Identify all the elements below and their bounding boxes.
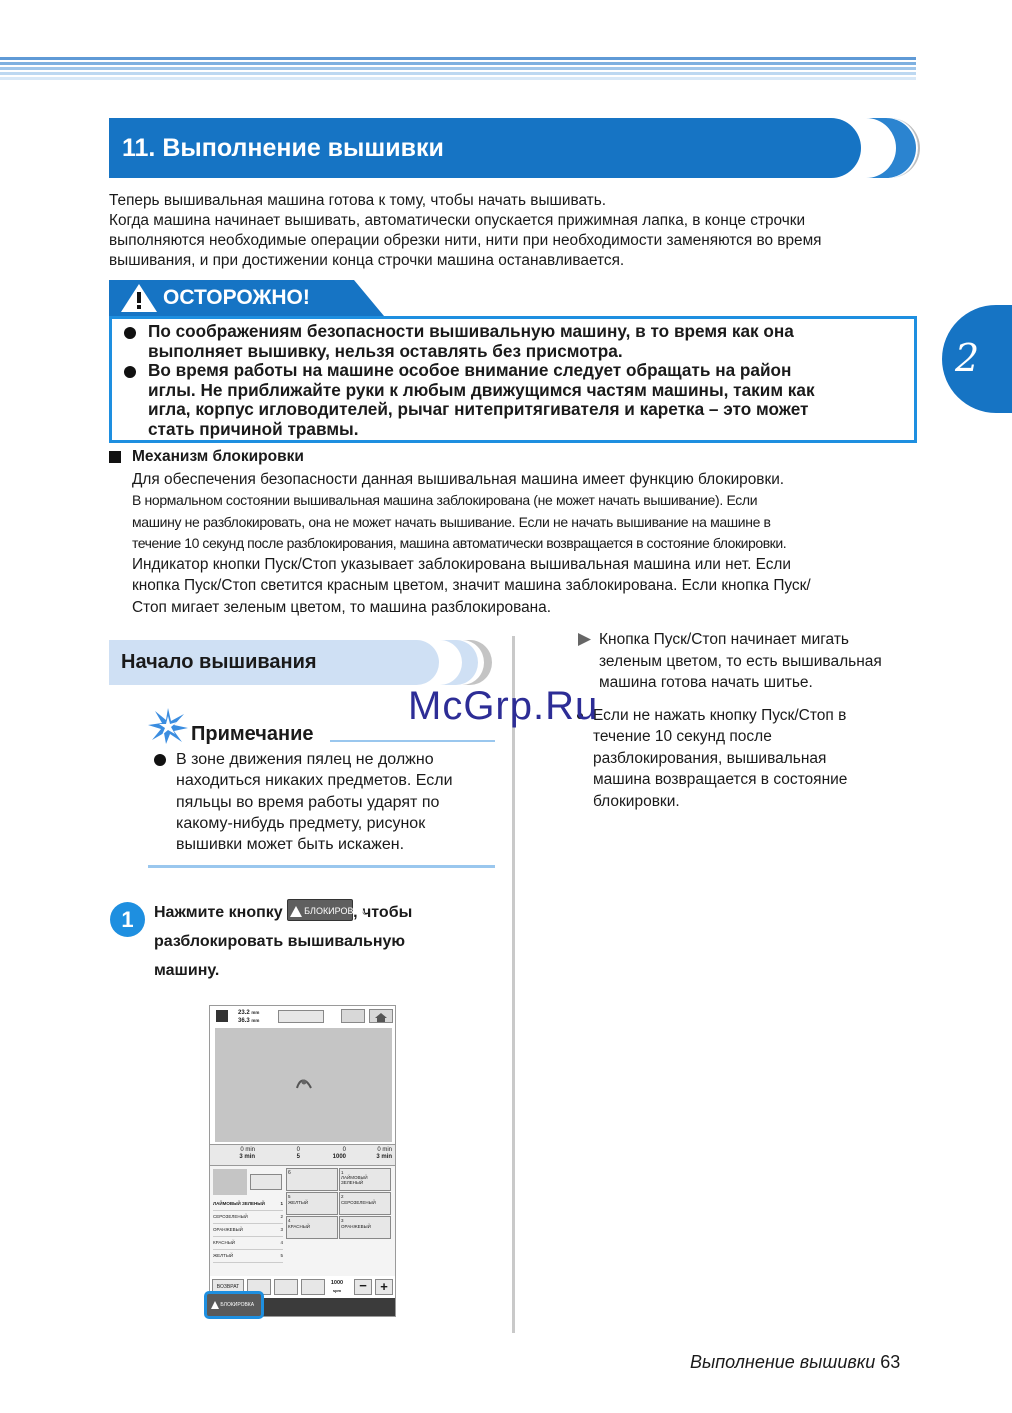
return-button[interactable]: ВОЗВРАТ xyxy=(212,1279,244,1295)
caution-line: По соображениям безопасности вышивальную машину, в то время как она xyxy=(148,321,794,341)
layout-button[interactable] xyxy=(278,1010,324,1023)
lock-line: В нормальном состоянии вышивальная машина заблокирована (не может начать вышивание). Если xyxy=(132,492,758,509)
lock-line: кнопка Пуск/Стоп светится красным цветом, значит машина заблокирована. Если кнопка Пуск/ xyxy=(132,577,811,595)
note-line: вышивки может быть искажен. xyxy=(176,836,405,854)
note-title: Примечание xyxy=(191,723,314,745)
caution-line: игла, корпус игловодителей, рычаг нитепритягивателя и каретка – это может xyxy=(148,399,809,419)
arrow-note xyxy=(599,629,882,694)
intro-line: выполняются необходимые операции обрезки нити, нити при необходимости заменяются во время xyxy=(109,232,822,249)
intro-line: Теперь вышивальная машина готова к тому, чтобы начать вышивать. xyxy=(109,192,607,209)
lock-line: машину не разблокировать, она не может начать вышивание. Если не начать вышивание на машине в xyxy=(132,513,771,530)
needle-cell[interactable]: 5 ЖЕЛТЫЙ xyxy=(286,1192,338,1215)
home-icon xyxy=(370,1011,392,1023)
note-line: пяльцы во время работы ударят по xyxy=(176,793,440,811)
home-button[interactable] xyxy=(369,1009,393,1023)
bullet-note-line: течение 10 секунд после xyxy=(593,728,772,746)
note-divider xyxy=(330,740,495,742)
bullet-note-line: разблокирования, вышивальная xyxy=(593,749,827,767)
thread-list xyxy=(213,1198,283,1263)
thread-sort-button[interactable] xyxy=(250,1174,282,1190)
speed-plus-button[interactable]: + xyxy=(375,1279,393,1295)
chapter-number: 2 xyxy=(955,336,980,380)
intro-line: вышивания, и при достижении конца строчки машина останавливается. xyxy=(109,252,625,269)
thread-list-item[interactable]: КРАСНЫЙ 4 xyxy=(213,1237,283,1250)
title-bar-tail-decoration xyxy=(862,118,918,178)
bullet-note-line: блокировки. xyxy=(593,792,680,810)
caution-line: стать причиной травмы. xyxy=(148,418,359,439)
design-thumbnail-icon xyxy=(294,1076,314,1092)
bullet-icon xyxy=(124,327,136,339)
warning-icon xyxy=(211,1301,219,1309)
lock-line: течение 10 секунд после разблокирования, машина автоматически возвращается в состояние блокировки. xyxy=(132,534,787,551)
tension-button[interactable] xyxy=(301,1279,325,1295)
mode-button[interactable] xyxy=(341,1009,365,1023)
machine-screen xyxy=(209,1005,396,1317)
lock-button[interactable]: БЛОКИРОВКА xyxy=(204,1291,264,1319)
note-line: находиться никаких предметов. Если xyxy=(176,772,453,790)
lock-button-label: БЛОКИРОВКА xyxy=(304,905,365,916)
thread-list-item[interactable]: ЖЕЛТЫЙ 5 xyxy=(213,1250,283,1263)
warning-icon xyxy=(290,906,302,917)
needle-cell[interactable]: 3 ОРАНЖЕВЫЙ xyxy=(339,1216,391,1239)
caution-line: выполняет вышивку, нельзя оставлять без присмотра. xyxy=(148,340,623,361)
step-line: разблокировать вышивальную xyxy=(154,933,406,950)
step-line: машину. xyxy=(154,962,220,979)
step-text-after: , чтобы xyxy=(353,904,413,921)
embroidery-preview xyxy=(215,1028,392,1142)
thread-list-item[interactable]: ОРАНЖЕВЫЙ 3 xyxy=(213,1224,283,1237)
lock-text xyxy=(132,469,932,618)
bullet-note-line: машина возвращается в состояние xyxy=(593,771,848,789)
header-stripes xyxy=(0,57,916,85)
arrow-note-line: машина готова начать шитье. xyxy=(599,674,813,692)
size-icon xyxy=(216,1010,228,1022)
step-text-before: Нажмите кнопку xyxy=(154,904,283,921)
lock-line: Для обеспечения безопасности данная вышивальная машина имеет функцию блокировки. xyxy=(132,471,785,488)
bullet-icon xyxy=(154,754,166,766)
lock-heading: Механизм блокировки xyxy=(132,448,304,465)
note-text xyxy=(176,749,453,855)
speed-minus-button[interactable]: − xyxy=(354,1279,372,1295)
lock-line: Индикатор кнопки Пуск/Стоп указывает заблокирована вышивальная машина или нет. Если xyxy=(132,556,791,574)
trim-button[interactable] xyxy=(274,1279,298,1295)
step-text xyxy=(154,898,412,985)
needle-grid xyxy=(286,1168,392,1238)
caution-line: иглы. Не приближайте руки к любым движущимся частям машины, таким как xyxy=(148,379,815,400)
thread-list-item[interactable]: ЛАЙМОВЫЙ ЗЕЛЕНЫЙ 1 xyxy=(213,1198,283,1211)
bullet-note xyxy=(593,705,847,812)
needle-cell[interactable]: 1 ЛАЙМОВЫЙ ЗЕЛЕНЫЙ xyxy=(339,1168,391,1191)
caution-label: ОСТОРОЖНО! xyxy=(163,286,310,309)
step-number-badge: 1 xyxy=(110,902,145,937)
speed-display: 1000 spm xyxy=(330,1280,344,1293)
arrow-note-line: Кнопка Пуск/Стоп начинает мигать xyxy=(599,631,849,648)
arrow-note-line: зеленым цветом, то есть вышивальная xyxy=(599,652,882,670)
bullet-icon xyxy=(124,366,136,378)
thread-list-item[interactable]: СЕРОЗЕЛЕНЫЙ 2 xyxy=(213,1211,283,1224)
column-divider xyxy=(512,636,515,1333)
caution-line: Во время работы на машине особое внимание следует обращать на район xyxy=(148,360,792,380)
page-footer xyxy=(690,1352,900,1373)
section-title: 11. Выполнение вышивки xyxy=(109,118,861,178)
thread-panel xyxy=(210,1166,395,1276)
thread-preview xyxy=(213,1169,247,1195)
intro-line: Когда машина начинает вышивать, автоматически опускается прижимная лапка, в конце строчки xyxy=(109,212,806,229)
caution-box xyxy=(109,316,917,443)
status-bar: 0 min 3 min 0 5 0 1000 0 min 3 min xyxy=(210,1144,395,1166)
note-line: В зоне движения пялец не должно xyxy=(176,751,434,768)
footer-title: Выполнение вышивки xyxy=(690,1352,876,1372)
needle-cell[interactable]: 2 СЕРОЗЕЛЕНЫЙ xyxy=(339,1192,391,1215)
bullet-note-line: Если не нажать кнопку Пуск/Стоп в xyxy=(593,707,847,724)
lock-button-inline xyxy=(287,899,365,921)
page-number: 63 xyxy=(880,1352,901,1372)
arrow-right-icon xyxy=(578,633,591,646)
note-bottom-divider xyxy=(148,865,495,868)
intro-text xyxy=(109,191,929,271)
needle-cell[interactable]: 4 КРАСНЫЙ xyxy=(286,1216,338,1239)
lock-line: Стоп мигает зеленым цветом, то машина разблокирована. xyxy=(132,598,552,616)
start-heading: Начало вышивания xyxy=(109,640,439,685)
note-sparkle-icon xyxy=(148,708,188,744)
watermark: McGrp.Ru xyxy=(408,684,599,728)
needle-cell[interactable]: 6 xyxy=(286,1168,338,1191)
sub-bar-tail-decoration xyxy=(438,640,494,685)
design-size: 23.2 mm 36.3 mm xyxy=(238,1010,260,1024)
square-bullet-icon xyxy=(109,451,121,463)
note-line: какому-нибудь предмету, рисунок xyxy=(176,814,426,832)
